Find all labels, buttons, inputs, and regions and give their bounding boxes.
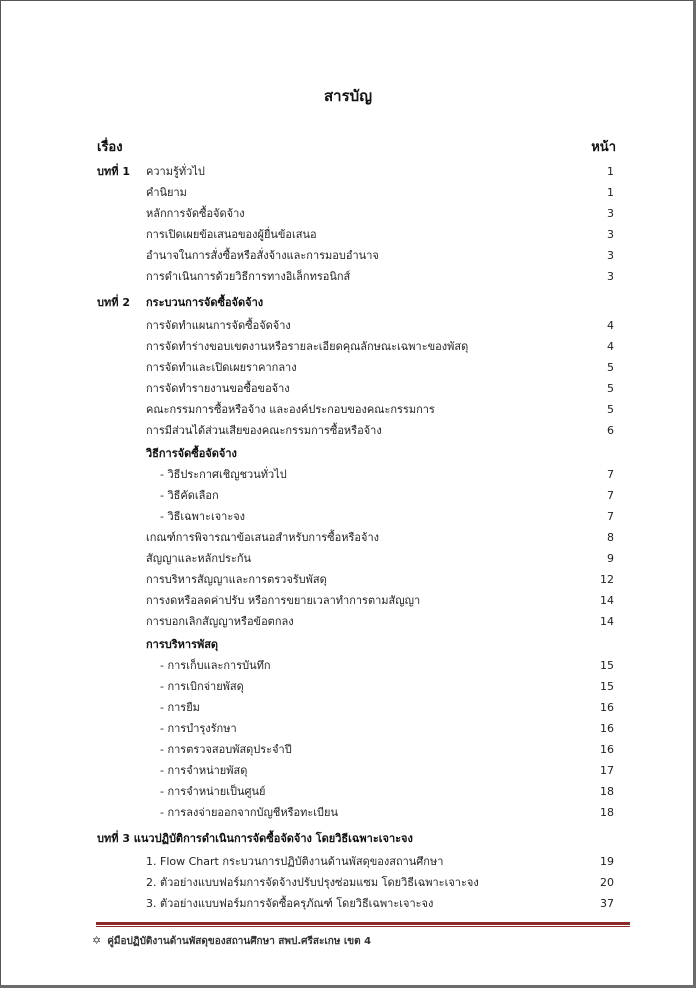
toc-entry-page: 3 [607, 249, 614, 262]
chapter-label: บทที่ 1 [97, 165, 130, 178]
toc-entry [0, 163, 696, 181]
toc-entry-page: 15 [600, 659, 614, 672]
toc-entry [0, 720, 696, 738]
toc-entry-title: - การลงจ่ายออกจากบัญชีหรือทะเบียน [160, 806, 338, 819]
toc-entry [0, 853, 696, 871]
toc-entry-title: - การจำหน่ายเป็นศูนย์ [160, 785, 266, 798]
toc-entry-page: 1 [607, 165, 614, 178]
toc-entry-title: คำนิยาม [146, 186, 187, 199]
toc-entry-page: 37 [600, 897, 614, 910]
toc-entry-title: - การตรวจสอบพัสดุประจำปี [160, 743, 292, 756]
toc-entry-title: 1. Flow Chart กระบวนการปฏิบัติงานด้านพัสดุของสถานศึกษา [146, 855, 444, 868]
toc-entry-title: การบริหารพัสดุ [146, 638, 219, 651]
footer [92, 934, 371, 949]
toc-entry [0, 804, 696, 822]
toc-entry-title: วิธีการจัดซื้อจัดจ้าง [146, 447, 237, 460]
toc-entry-title: - การจำหน่ายพัสดุ [160, 764, 248, 777]
toc-entry-title: 3. ตัวอย่างแบบฟอร์มการจัดซื้อครุภัณฑ์ โดยวิธีเฉพาะเจาะจง [146, 897, 434, 910]
toc-entry [0, 762, 696, 780]
toc-entry [0, 401, 696, 419]
toc-entry-page: 7 [607, 489, 614, 502]
toc-entry-page: 7 [607, 468, 614, 481]
toc-entry [0, 422, 696, 440]
toc-entry-page: 15 [600, 680, 614, 693]
toc-entry-title: การบริหารสัญญาและการตรวจรับพัสดุ [146, 573, 327, 586]
toc-entry-title: การงดหรือลดค่าปรับ หรือการขยายเวลาทำการตามสัญญา [146, 594, 421, 607]
toc-entry-title: การเปิดเผยข้อเสนอของผู้ยื่นข้อเสนอ [146, 228, 317, 241]
toc-entry-title: กระบวนการจัดซื้อจัดจ้าง [146, 296, 264, 309]
toc-entry-title: บทที่ 3 แนวปฏิบัติการดำเนินการจัดซื้อจัดจ้าง โดยวิธีเฉพาะเจาะจง [97, 832, 413, 845]
toc-entry [0, 268, 696, 286]
page-header: หน้า [591, 140, 616, 155]
toc-entry [0, 895, 696, 913]
toc-entry-page: 4 [607, 340, 614, 353]
toc-entry-page: 5 [607, 403, 614, 416]
toc-entry-page: 16 [600, 722, 614, 735]
toc-entry [0, 338, 696, 356]
toc-entry-page: 16 [600, 701, 614, 714]
toc-entry [0, 636, 696, 654]
toc-entry [0, 678, 696, 696]
toc-entry-title: - วิธีเฉพาะเจาะจง [160, 510, 246, 523]
toc-entry-page: 14 [600, 594, 614, 607]
toc-entry [0, 508, 696, 526]
toc-entry-title: - การยืม [160, 701, 200, 714]
toc-entry [0, 571, 696, 589]
toc-entry [0, 783, 696, 801]
toc-entry [0, 613, 696, 631]
toc-entry [0, 592, 696, 610]
toc-entry-page: 19 [600, 855, 614, 868]
toc-entry [0, 874, 696, 892]
toc-entry-title: คณะกรรมการซื้อหรือจ้าง และองค์ประกอบของคณะกรรมการ [146, 403, 435, 416]
toc-entry-page: 20 [600, 876, 614, 889]
toc-entry [0, 247, 696, 265]
toc-entry-title: การบอกเลิกสัญญาหรือข้อตกลง [146, 615, 294, 628]
footer-rule-thick [96, 922, 630, 925]
toc-entry-title: เกณฑ์การพิจารณาข้อเสนอสำหรับการซื้อหรือจ้าง [146, 531, 379, 544]
subject-header: เรื่อง [97, 140, 123, 155]
toc-entry-title: การจัดทำร่างขอบเขตงานหรือรายละเอียดคุณลักษณะเฉพาะของพัสดุ [146, 340, 469, 353]
toc-entry [0, 487, 696, 505]
toc-entry [0, 466, 696, 484]
toc-entry-title: - วิธีคัดเลือก [160, 489, 219, 502]
toc-entry-page: 9 [607, 552, 614, 565]
toc-entry-title: 2. ตัวอย่างแบบฟอร์มการจัดจ้างปรับปรุงซ่อมแซม โดยวิธีเฉพาะเจาะจง [146, 876, 479, 889]
toc-entry-page: 18 [600, 806, 614, 819]
toc-entry [0, 205, 696, 223]
toc-entry [0, 294, 696, 312]
toc-entry-page: 5 [607, 382, 614, 395]
toc-entry [0, 741, 696, 759]
toc-entry-title: - การบำรุงรักษา [160, 722, 237, 735]
toc-entry [0, 657, 696, 675]
chapter-label: บทที่ 2 [97, 296, 130, 309]
toc-entry-page: 6 [607, 424, 614, 437]
toc-entry [0, 317, 696, 335]
toc-title: สารบัญ [324, 87, 372, 105]
toc-entry [0, 445, 696, 463]
footer-rule-thin [96, 926, 630, 927]
toc-entry-page: 14 [600, 615, 614, 628]
toc-entry [0, 359, 696, 377]
toc-entry-title: หลักการจัดซื้อจัดจ้าง [146, 207, 245, 220]
toc-entry-title: การดำเนินการด้วยวิธีการทางอิเล็กทรอนิกส์ [146, 270, 351, 283]
toc-entry-page: 3 [607, 270, 614, 283]
toc-entry-page: 7 [607, 510, 614, 523]
toc-entry-page: 4 [607, 319, 614, 332]
toc-entry [0, 380, 696, 398]
toc-entry-title: - วิธีประกาศเชิญชวนทั่วไป [160, 468, 287, 481]
toc-entry-page: 18 [600, 785, 614, 798]
toc-entry-title: - การเก็บและการบันทึก [160, 659, 271, 672]
toc-entry-title: การจัดทำรายงานขอซื้อขอจ้าง [146, 382, 290, 395]
star-of-david-icon: ✡ [92, 934, 102, 947]
toc-entry-title: สัญญาและหลักประกัน [146, 552, 252, 565]
toc-entry-page: 12 [600, 573, 614, 586]
footer-text: คู่มือปฏิบัติงานด้านพัสดุของสถานศึกษา สพป.ศรีสะเกษ เขต 4 [107, 936, 372, 947]
toc-entry-title: การจัดทำและเปิดเผยราคากลาง [146, 361, 297, 374]
toc-entry [0, 550, 696, 568]
toc-entry-title: - การเบิกจ่ายพัสดุ [160, 680, 244, 693]
toc-entry [0, 699, 696, 717]
toc-entry-title: การมีส่วนได้ส่วนเสียของคณะกรรมการซื้อหรือจ้าง [146, 424, 382, 437]
toc-entry-title: การจัดทำแผนการจัดซื้อจัดจ้าง [146, 319, 291, 332]
toc-entry [0, 830, 696, 848]
toc-entry [0, 529, 696, 547]
toc-entry-page: 17 [600, 764, 614, 777]
toc-entry [0, 226, 696, 244]
toc-entry-title: อำนาจในการสั่งซื้อหรือสั่งจ้างและการมอบอำนาจ [146, 249, 379, 262]
toc-entry-page: 8 [607, 531, 614, 544]
toc-entry-page: 1 [607, 186, 614, 199]
toc-entry-page: 3 [607, 228, 614, 241]
toc-entry-page: 5 [607, 361, 614, 374]
toc-entry-page: 16 [600, 743, 614, 756]
toc-entry-page: 3 [607, 207, 614, 220]
toc-entry-title: ความรู้ทั่วไป [146, 165, 205, 178]
toc-entry [0, 184, 696, 202]
